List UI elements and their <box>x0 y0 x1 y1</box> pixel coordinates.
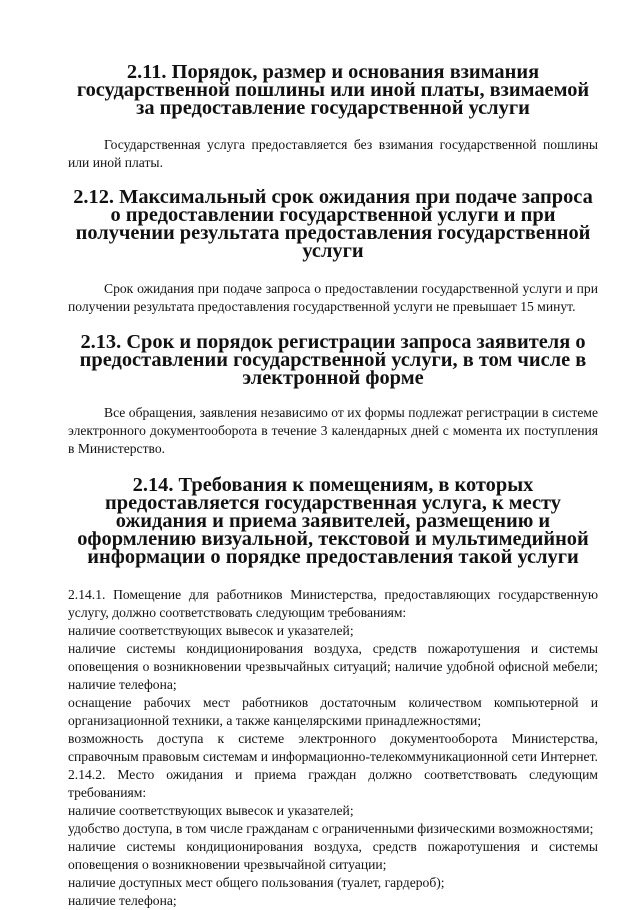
requirement-line: наличие соответствующих вывесок и указателей; <box>68 803 354 818</box>
section-heading-2-12: 2.12. Максимальный срок ожидания при подаче запроса о предоставлении государственной услуги и при получении результата предоставления государственной услуги <box>73 186 593 262</box>
requirement-line: оснащение рабочих мест работников достаточным количеством компьютерной и организационной техники, а также канцелярскими принадлежностями; <box>68 695 598 728</box>
requirement-line: наличие системы кондиционирования воздуха, средств пожаротушения и системы оповещения о возникновении чрезвычайных ситуаций; наличие удобной офисной мебели; наличие телефона; <box>68 641 598 692</box>
requirement-line: удобство доступа, в том числе гражданам с ограниченными физическими возможностями; <box>68 821 594 836</box>
requirement-line: 2.14.1. Помещение для работников Министерства, предоставляющих государственную услугу, должно соответствовать следующим требованиям: <box>68 587 598 620</box>
section-paragraph-2-13: Все обращения, заявления независимо от их формы подлежат регистрации в системе электронного документооборота в течение 3 календарных дней с момента их поступления в Министерство. <box>68 405 598 456</box>
document-page <box>68 63 598 910</box>
requirement-line: 2.14.2. Место ожидания и приема граждан должно соответствовать следующим требованиям: <box>68 767 598 800</box>
section-heading-2-11: 2.11. Порядок, размер и основания взимания государственной пошлины или иной платы, взимаемой за предоставление государственной услуги <box>76 61 590 119</box>
requirement-line: наличие соответствующих вывесок и указателей; <box>68 623 354 638</box>
requirement-line: возможность доступа к системе электронного документооборота Министерства, справочным правовым системам и информационно-телекоммуникационной сети Интернет. <box>68 731 598 764</box>
requirement-line: наличие телефона; <box>68 893 177 908</box>
section-paragraph-2-12: Срок ожидания при подаче запроса о предоставлении государственной услуги и при получении результата предоставления государственной услуги не превышает 15 минут. <box>68 281 598 314</box>
section-body-2-14 <box>68 586 598 910</box>
section-paragraph-2-11: Государственная услуга предоставляется без взимания государственной пошлины или иной платы. <box>68 137 598 170</box>
requirement-line: наличие системы кондиционирования воздуха, средств пожаротушения и системы оповещения о возникновении чрезвычайной ситуации; <box>68 839 598 872</box>
section-heading-2-13: 2.13. Срок и порядок регистрации запроса заявителя о предоставлении государственной услуги, в том числе в электронной форме <box>79 331 587 389</box>
requirement-line: наличие доступных мест общего пользования (туалет, гардероб); <box>68 875 445 890</box>
section-heading-2-14: 2.14. Требования к помещениям, в которых предоставляется государственная услуга, к месту ожидания и приема заявителей, размещению и оформлению визуальной, текстовой и мультимедийной информации о порядке предоставления такой услуги <box>77 474 589 568</box>
